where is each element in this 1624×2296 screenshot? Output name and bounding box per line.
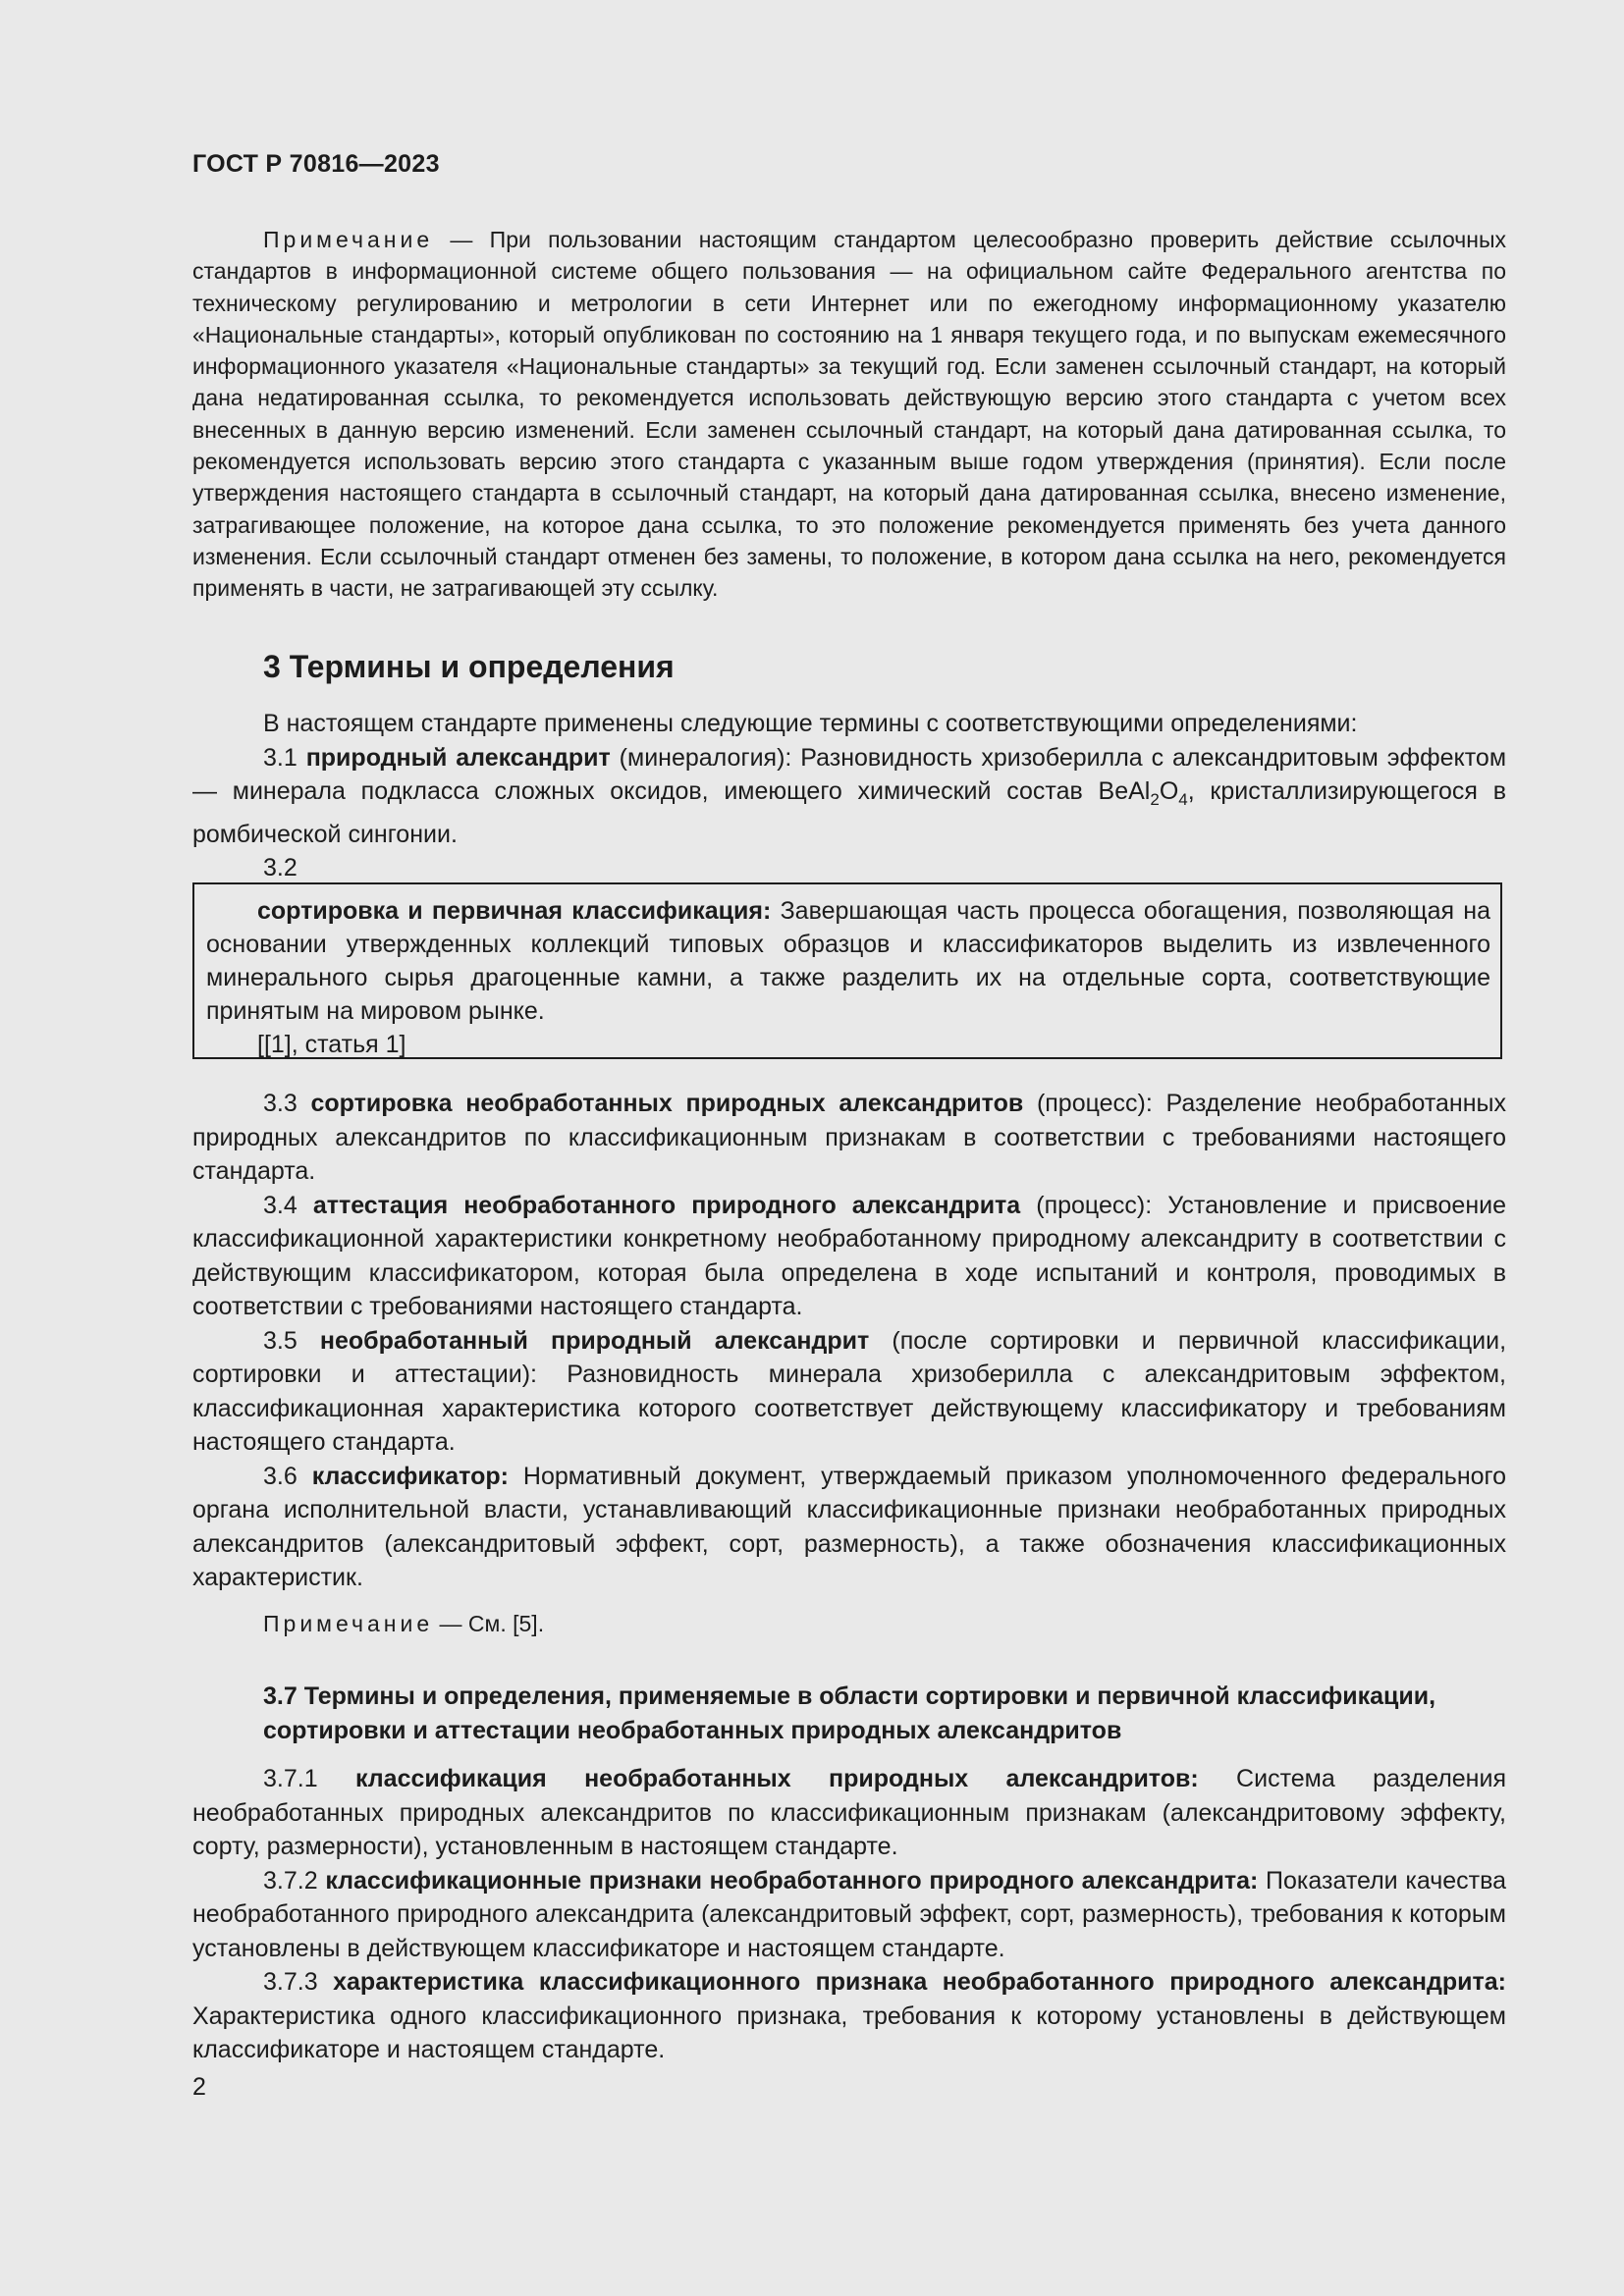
subsection-3-7-heading: 3.7 Термины и определения, применяемые в области сортировки и первичной классификации, сортировки и аттестации необработанных природных александритов [263,1682,1436,1744]
document-code: ГОСТ Р 70816—2023 [192,150,440,178]
term-3-7-3: 3.7.3 характеристика классификационного признака необработанного природного александрита: Характеристика одного классификационного признака, требования к которому установлены в действующем классификаторе и настоящем стандарте. [192,1968,1506,2063]
term-3-6-note: Примечание — См. [5]. [263,1611,545,1636]
term-3-2-title: сортировка и первичная классификация: [257,897,772,925]
term-3-6: 3.6 классификатор: Нормативный документ, утверждаемый приказом уполномоченного федерального органа исполнительной власти, устанавливающий классификационные признаки необработанных природных александритов (александритовый эффект, сорт, размерность), а также обозначения классификационных характеристик. [192,1462,1507,1591]
term-3-4: 3.4 аттестация необработанного природного александрита (процесс): Установление и присвоение классификационной характеристики конкретному необработанному природному александриту в соответствии с действующим классификатором, которая была определена в ходе испытаний и контроля, проводимых в соответствии с требованиями настоящего стандарта. [192,1191,1507,1320]
note-label: Примечание [263,227,434,252]
terms-block-top [192,707,1506,885]
reference-note [192,224,1506,605]
term-3-2-source: [[1], статья 1] [257,1031,406,1058]
term-3-2-number: 3.2 [263,854,298,881]
term-3-1: 3.1 природный александрит (минералогия): Разновидность хризоберилла с александритовым эффектом — минерала подкласса сложных оксидов, имеющего химический состав $BeAl_2O_4$, кристаллизирующегося в ромбической сингонии. [192,743,1507,848]
term-3-7-2: 3.7.2 классификационные признаки необработанного природного александрита: Показатели качества необработанного природного александрита (александритовый эффект, сорт, размерность), требования к которым установлены в действующем классификаторе и настоящем стандарте. [192,1866,1506,1962]
term-3-2-text: Завершающая часть процесса обогащения, позволяющая на основании утвержденных коллекций типовых образцов и классификаторов выделить из извлеченного минерального сырья драгоценные камни, а также разделить их на отдельные сорта, соответствующие принятым на мировом рынке. [206,897,1491,1025]
term-3-5: 3.5 необработанный природный александрит (после сортировки и первичной классификации, сортировки и аттестации): Разновидность минерала хризоберилла с александритовым эффектом, классификационная характеристика которого соответствует действующему классификатору и требованиям настоящего стандарта. [192,1326,1507,1456]
section-heading: 3 Термины и определения [263,649,675,684]
term-3-2-box [192,882,1502,1059]
term-3-1-title: природный александрит [305,743,611,772]
note-text: — При пользовании настоящим стандартом целесообразно проверить действие ссылочных стандартов в информационной системе общего пользования — на официальном сайте Федерального агентства по техническому регулированию и метрологии в сети Интернет или по ежегодному информационному указателю «Национальные стандарты», который опубликован по состоянию на 1 января текущего года, и по выпускам ежемесячного информационного указателя «Национальные стандарты» за текущий год. Если заменен ссылочный стандарт, на который дана недатированная ссылка, то рекомендуется использовать действующую версию этого стандарта с учетом всех внесенных в данную версию изменений. Если заменен ссылочный стандарт, на который дана датированная ссылка, то рекомендуется использовать версию этого стандарта с указанным выше годом утверждения (принятия). Если после утверждения настоящего стандарта в ссылочный стандарт, на который дана датированная ссылка, внесено изменение, затрагивающее положение, на которое дана ссылка, то это положение рекомендуется применять без учета данного изменения. Если ссылочный стандарт отменен без замены, то положение, в котором дана ссылка на него, рекомендуется применять в части, не затрагивающей эту ссылку. [192,227,1506,602]
terms-block-bottom [192,1762,1506,2067]
page-number: 2 [192,2073,206,2101]
term-3-3: 3.3 сортировка необработанных природных александритов (процесс): Разделение необработанных природных александритов по классификационным признакам в соответствии с требованиями настоящего стандарта. [192,1090,1507,1185]
section-intro: В настоящем стандарте применены следующие термины с соответствующими определениями: [263,710,1358,737]
terms-block-middle [192,1087,1506,1595]
term-3-7-1: 3.7.1 классификация необработанных природных александритов: Система разделения необработанных природных александритов по классификационным признакам (александритовому эффекту, сорту, размерности), установленным в настоящем стандарте. [192,1765,1506,1860]
